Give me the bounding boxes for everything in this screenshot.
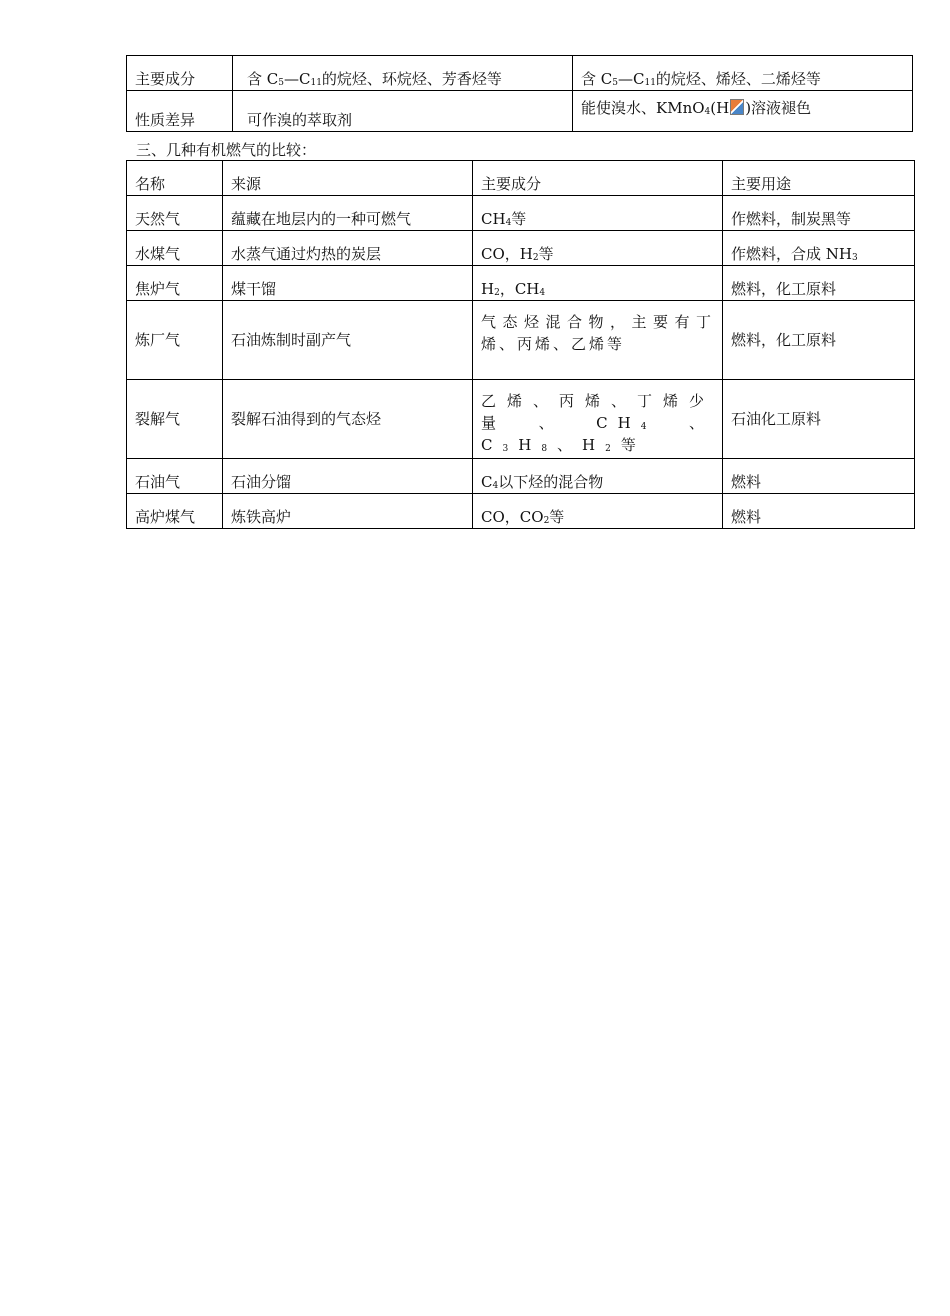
organic-fuel-gas-table (126, 160, 915, 529)
gas-components: CO，$CO_2$等 (473, 494, 723, 529)
gas-source: 蕴藏在地层内的一种可燃气 (223, 196, 473, 231)
row-label-property-difference: 性质差异 (127, 91, 233, 132)
gas-components: 乙烯、丙烯、丁烯少量、$CH_4$、$C_3H_8$、$H_2$等 (473, 380, 723, 459)
table-row (127, 196, 915, 231)
header-use: 主要用途 (723, 161, 915, 196)
gasoline-comparison-table (126, 55, 913, 132)
cracked-gasoline-property: 能使溴水、KMnO$_4$(H )溶液褪色 (573, 91, 913, 132)
gas-components: 气态烃混合物，主要有丁烯、丙烯、乙烯等 (473, 301, 723, 380)
row-label-main-components: 主要成分 (127, 56, 233, 91)
gas-name: 高炉煤气 (127, 494, 223, 529)
gas-source: 水蒸气通过灼热的炭层 (223, 231, 473, 266)
table-row (127, 380, 915, 459)
gas-name: 天然气 (127, 196, 223, 231)
header-name: 名称 (127, 161, 223, 196)
gas-name: 焦炉气 (127, 266, 223, 301)
table-row (127, 301, 915, 380)
gas-use: 作燃料，制炭黑等 (723, 196, 915, 231)
gas-name: 裂解气 (127, 380, 223, 459)
gas-components: $H_2$，$CH_4$ (473, 266, 723, 301)
gas-source: 炼铁高炉 (223, 494, 473, 529)
gas-use: 燃料 (723, 494, 915, 529)
gas-components: $C_4$以下烃的混合物 (473, 459, 723, 494)
gas-source: 石油炼制时副产气 (223, 301, 473, 380)
embedded-object-icon (730, 99, 744, 115)
gas-use: 燃料，化工原料 (723, 301, 915, 380)
table-row (127, 266, 915, 301)
gas-use: 燃料 (723, 459, 915, 494)
gas-use: 作燃料，合成 $NH_3$ (723, 231, 915, 266)
header-source: 来源 (223, 161, 473, 196)
gas-source: 煤干馏 (223, 266, 473, 301)
gas-source: 裂解石油得到的气态烃 (223, 380, 473, 459)
table-row (127, 231, 915, 266)
section-heading: 三、几种有机燃气的比较： (136, 141, 317, 159)
header-components: 主要成分 (473, 161, 723, 196)
cracked-gasoline-components: 含 $C_5—C_{11}$的烷烃、烯烃、二烯烃等 (573, 56, 913, 91)
gas-name: 石油气 (127, 459, 223, 494)
gas-name: 水煤气 (127, 231, 223, 266)
gas-components: CO，$H_2$等 (473, 231, 723, 266)
table-row (127, 56, 913, 91)
table-row (127, 91, 913, 132)
table-header-row (127, 161, 915, 196)
gas-source: 石油分馏 (223, 459, 473, 494)
straight-run-gasoline-property: 可作溴的萃取剂 (233, 91, 573, 132)
table-row (127, 459, 915, 494)
gas-components: $CH_4$等 (473, 196, 723, 231)
gas-use: 石油化工原料 (723, 380, 915, 459)
gas-use: 燃料，化工原料 (723, 266, 915, 301)
straight-run-gasoline-components: 含 $C_5—C_{11}$的烷烃、环烷烃、芳香烃等 (233, 56, 573, 91)
table-row (127, 494, 915, 529)
gas-name: 炼厂气 (127, 301, 223, 380)
